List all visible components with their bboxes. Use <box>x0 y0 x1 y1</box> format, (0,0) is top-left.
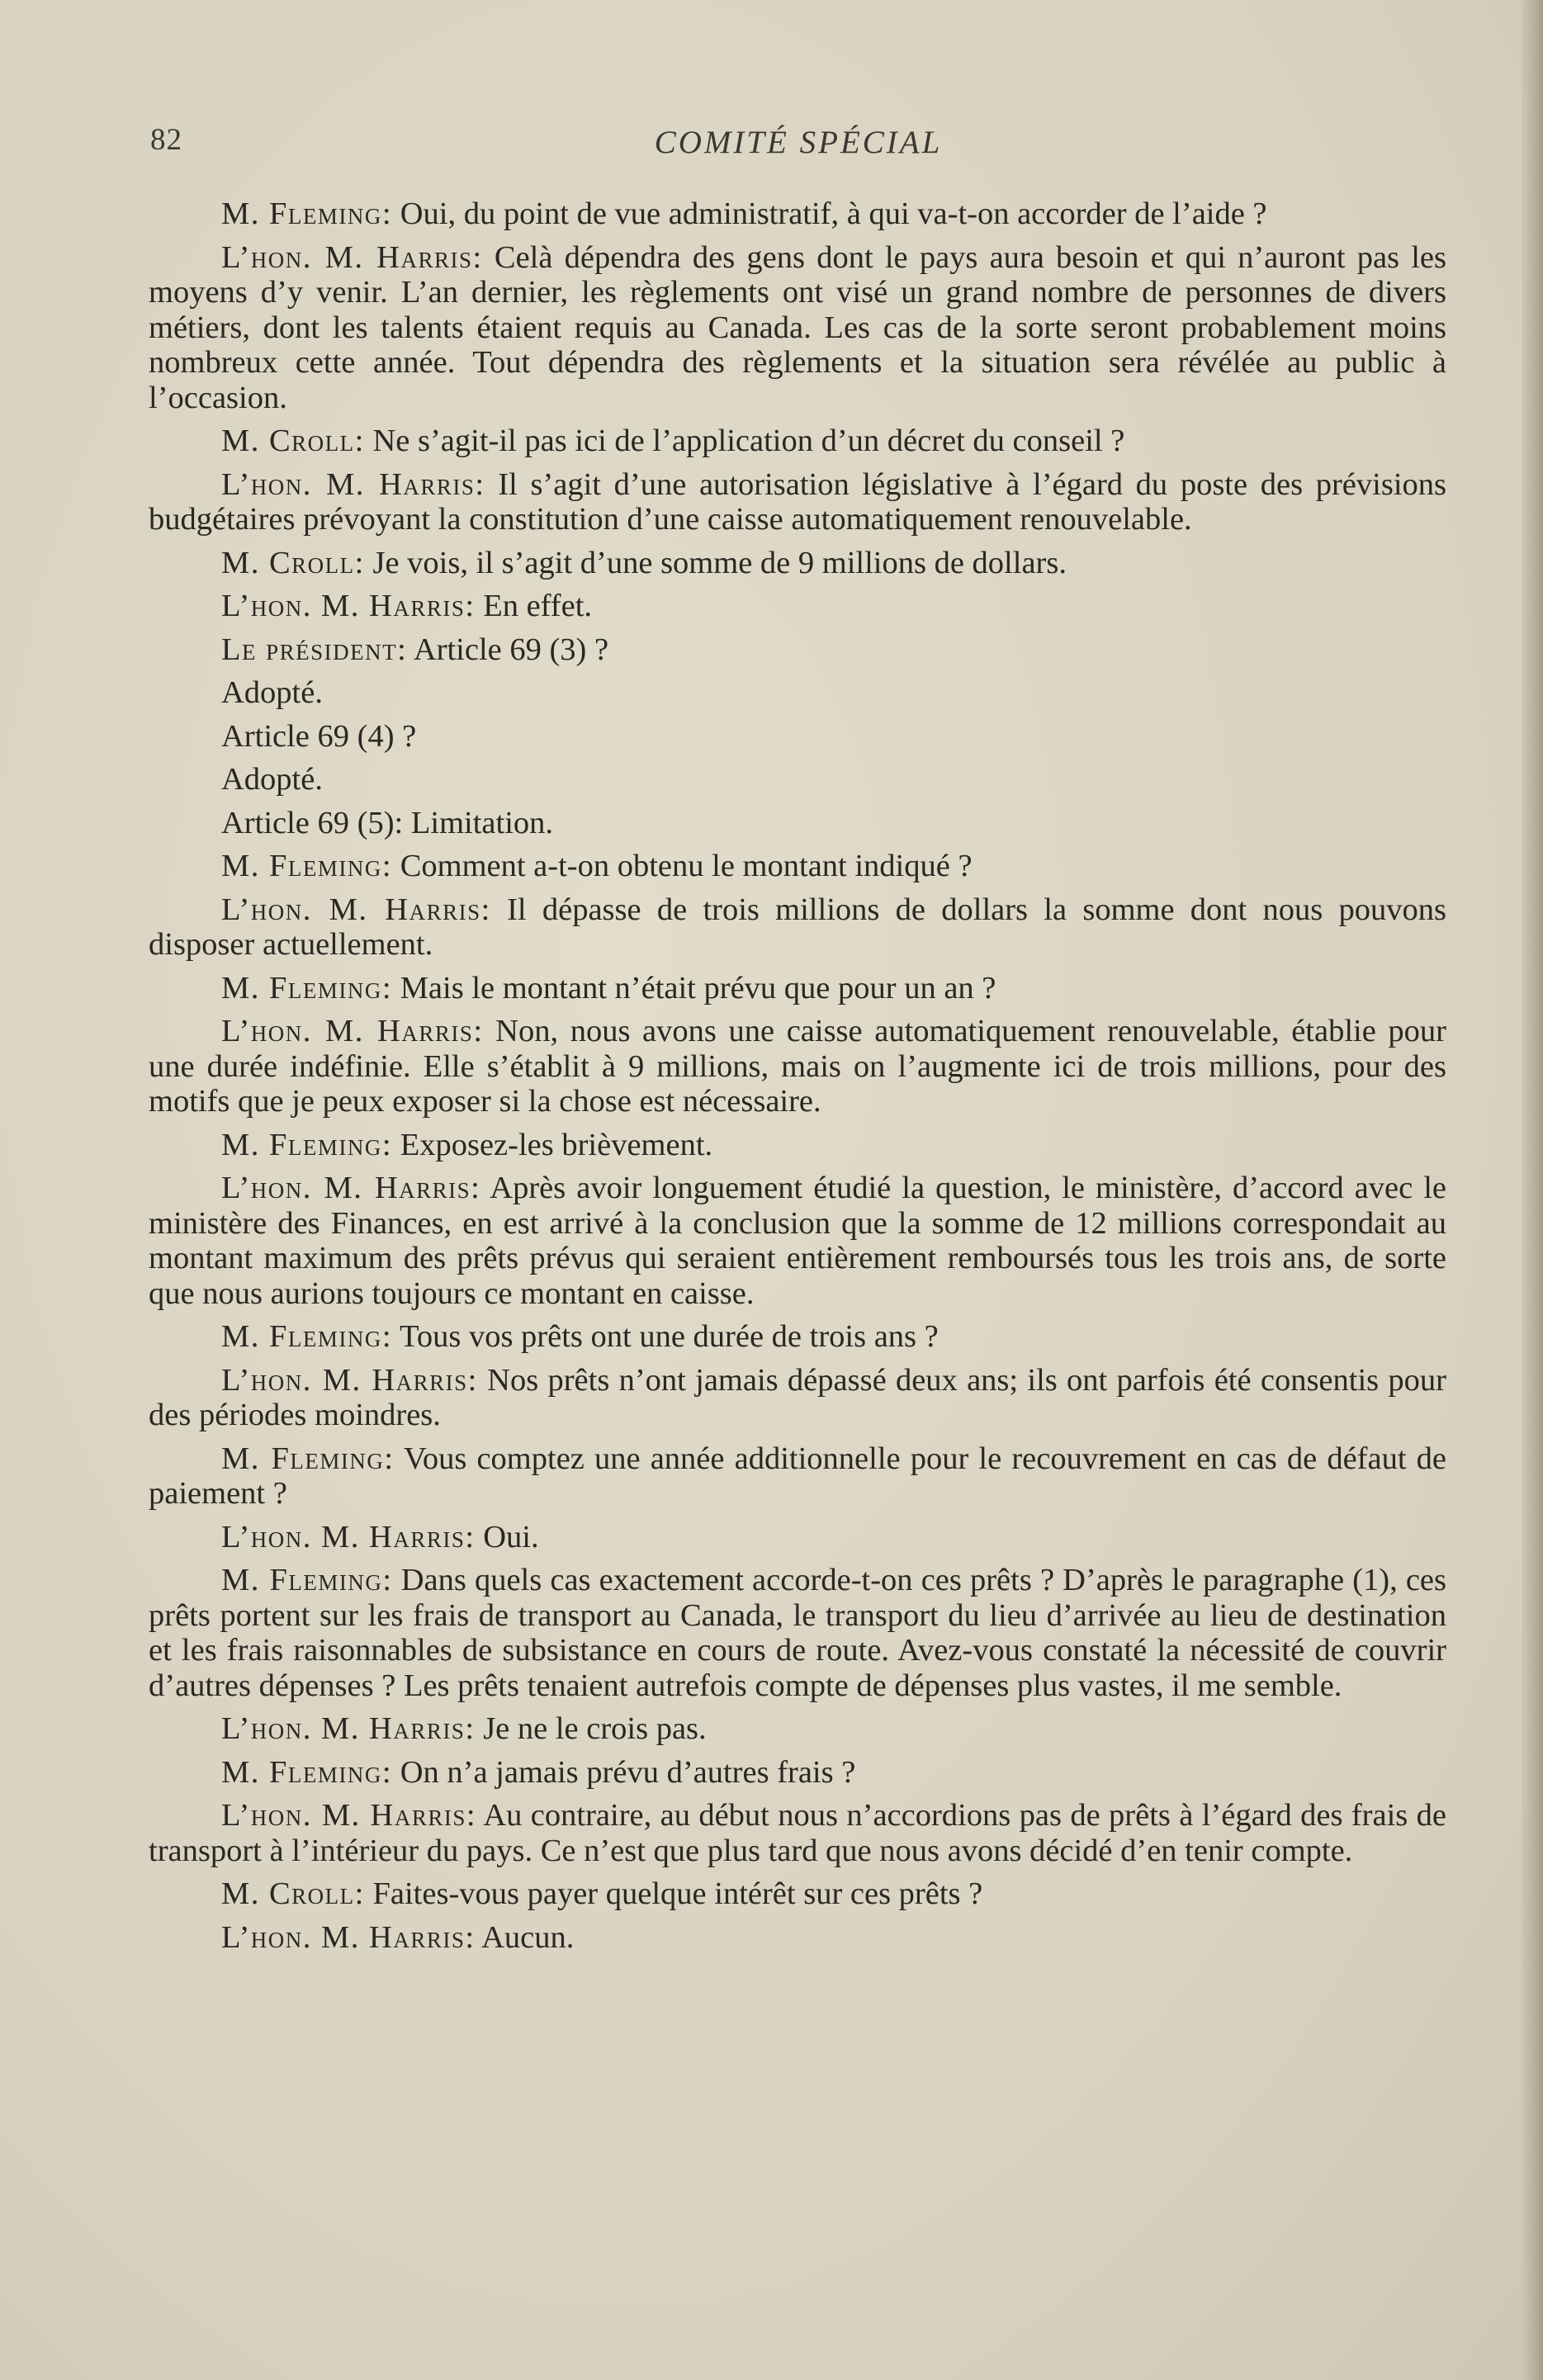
speaker-name: L’hon. M. Harris: <box>221 466 485 502</box>
paragraph-text: Article 69 (3) ? <box>407 632 609 667</box>
speaker-name: M. Croll: <box>221 423 365 458</box>
transcript-paragraph <box>149 1563 1446 1703</box>
speaker-name: M. Fleming: <box>221 1563 393 1597</box>
speaker-name: M. Fleming: <box>221 970 393 1005</box>
speaker-name: M. Fleming: <box>221 196 393 231</box>
speaker-name: L’hon. M. Harris: <box>221 1362 478 1398</box>
paragraph-text: Tous vos prêts ont une durée de trois ans ? <box>392 1319 939 1354</box>
speaker-name: M. Fleming: <box>221 1319 393 1354</box>
paragraph-text: Faites-vous payer quelque intérêt sur ces prêts ? <box>364 1876 983 1911</box>
speaker-name: M. Fleming: <box>221 1754 393 1790</box>
paragraph-text: Au contraire, au début nous n’accordions pas de prêts à l’égard des frais de transport à l’intérieur du pays. Ce n’est que plus tard que nous avons décidé d’en tenir compte. <box>149 1798 1446 1868</box>
transcript-paragraph <box>149 1014 1446 1119</box>
speaker-name: L’hon. M. Harris: <box>221 1919 476 1955</box>
speaker-name: M. Fleming: <box>221 1127 393 1162</box>
transcript-paragraph <box>149 762 1446 797</box>
transcript-paragraph <box>149 892 1446 963</box>
transcript-paragraph <box>149 196 1446 232</box>
transcript-paragraph <box>149 971 1446 1006</box>
paragraph-text: Oui, du point de vue administratif, à qui va-t-on accorder de l’aide ? <box>392 196 1267 231</box>
speaker-name: L’hon. M. Harris: <box>221 1798 477 1833</box>
paragraph-text: Après avoir longuement étudié la question, le ministère, d’accord avec le ministère des Finances, en est arrivé à la conclusion que la somme de 12 millions correspondait au montant maximum des prêts prévus qui seraient entièrement remboursés tous les trois ans, de sorte que nous aurions toujours ce montant en caisse. <box>149 1171 1446 1311</box>
speaker-name: L’hon. M. Harris: <box>221 1014 484 1048</box>
paragraph-text: Je ne le crois pas. <box>475 1711 707 1746</box>
transcript-paragraph <box>149 1920 1446 1956</box>
paragraph-text: Exposez-les brièvement. <box>392 1127 713 1162</box>
transcript-paragraph <box>149 1798 1446 1868</box>
transcript-paragraph <box>149 849 1446 884</box>
transcript-paragraph <box>149 467 1446 537</box>
paragraph-text: Il s’agit d’une autorisation législative à l’égard du poste des prévisions budgétaires prévoyant la constitution d’une caisse automatiquement renouvelable. <box>149 466 1446 537</box>
transcript-paragraph <box>149 675 1446 711</box>
transcript-paragraph <box>149 1128 1446 1163</box>
transcript-paragraph <box>149 546 1446 581</box>
paragraph-text: Vous comptez une année additionnelle pour le recouvrement en cas de défaut de paiement ? <box>149 1441 1446 1511</box>
paragraph-text: Non, nous avons une caisse automatiquement renouvelable, établie pour une durée indéfinie. Elle s’établit à 9 millions, mais on l’augmente ici de trois millions, pour des motifs que je peux exposer si la chose est nécessaire. <box>149 1014 1446 1119</box>
paragraph-text: Mais le montant n’était prévu que pour un an ? <box>392 970 996 1005</box>
paragraph-text: Article 69 (4) ? <box>221 718 417 754</box>
transcript-paragraph <box>149 1363 1446 1433</box>
speaker-name: M. Fleming: <box>221 849 393 883</box>
speaker-name: M. Croll: <box>221 1876 365 1911</box>
transcript-paragraph <box>149 1711 1446 1747</box>
speaker-name: L’hon. M. Harris: <box>221 892 491 927</box>
transcript-paragraph <box>149 240 1446 416</box>
transcript-paragraph <box>149 719 1446 755</box>
speaker-name: Le président: <box>221 632 408 667</box>
transcript-paragraph <box>149 1876 1446 1912</box>
speaker-name: L’hon. M. Harris: <box>221 1519 476 1554</box>
page-edge-shadow <box>1522 0 1543 2380</box>
paragraph-text: Celà dépendra des gens dont le pays aura besoin et qui n’auront pas les moyens d’y venir. L’an dernier, les règlements ont visé un grand nombre de personnes de divers métiers, dont les talents étaient requis au Canada. Les cas de la sorte seront probablement moins nombreux cette année. Tout dépendra des règlements et la situation sera révélée au public à l’occasion. <box>149 239 1447 415</box>
paragraph-text: Aucun. <box>475 1919 575 1955</box>
speaker-name: M. Fleming: <box>221 1441 395 1476</box>
running-title: COMITÉ SPÉCIAL <box>654 125 943 160</box>
paragraph-text: Ne s’agit-il pas ici de l’application d’un décret du conseil ? <box>364 423 1125 458</box>
paragraph-text: Oui. <box>475 1519 539 1554</box>
paragraph-text: Adopté. <box>221 675 323 710</box>
transcript-paragraph <box>149 1520 1446 1555</box>
paragraph-text: Nos prêts n’ont jamais dépassé deux ans; ils ont parfois été consentis pour des périodes moindres. <box>149 1362 1446 1432</box>
transcript-paragraph <box>149 589 1446 624</box>
speaker-name: M. Croll: <box>221 545 365 580</box>
transcript-paragraph <box>149 1319 1446 1355</box>
transcript-paragraph <box>149 632 1446 668</box>
page-header <box>150 122 1446 172</box>
speaker-name: L’hon. M. Harris: <box>221 239 483 275</box>
paragraph-text: On n’a jamais prévu d’autres frais ? <box>392 1754 856 1790</box>
transcript-body <box>149 196 1446 1963</box>
transcript-paragraph <box>149 1171 1446 1311</box>
transcript-paragraph <box>149 1755 1446 1791</box>
speaker-name: L’hon. M. Harris: <box>221 1171 481 1205</box>
paragraph-text: Il dépasse de trois millions de dollars la somme dont nous pouvons disposer actuellement. <box>149 892 1446 962</box>
speaker-name: L’hon. M. Harris: <box>221 1711 476 1746</box>
transcript-paragraph <box>149 806 1446 841</box>
paragraph-text: En effet. <box>475 589 593 623</box>
transcript-paragraph <box>149 1441 1446 1512</box>
speaker-name: L’hon. M. Harris: <box>221 589 476 623</box>
paragraph-text: Je vois, il s’agit d’une somme de 9 millions de dollars. <box>364 545 1067 580</box>
paragraph-text: Comment a-t-on obtenu le montant indiqué ? <box>392 849 973 883</box>
page-number: 82 <box>150 123 182 157</box>
paragraph-text: Dans quels cas exactement accorde-t-on ces prêts ? D’après le paragraphe (1), ces prêts portent sur les frais de transport au Canada, le transport du lieu d’arrivée au lieu de destination et les frais raisonnables de subsistance en cours de route. Avez-vous constaté la nécessité de couvrir d’autres dépenses ? Les prêts tenaient autrefois compte de dépenses plus vastes, il me semble. <box>149 1563 1446 1703</box>
paragraph-text: Adopté. <box>221 762 323 797</box>
transcript-paragraph <box>149 423 1446 459</box>
paragraph-text: Article 69 (5): Limitation. <box>221 805 554 840</box>
